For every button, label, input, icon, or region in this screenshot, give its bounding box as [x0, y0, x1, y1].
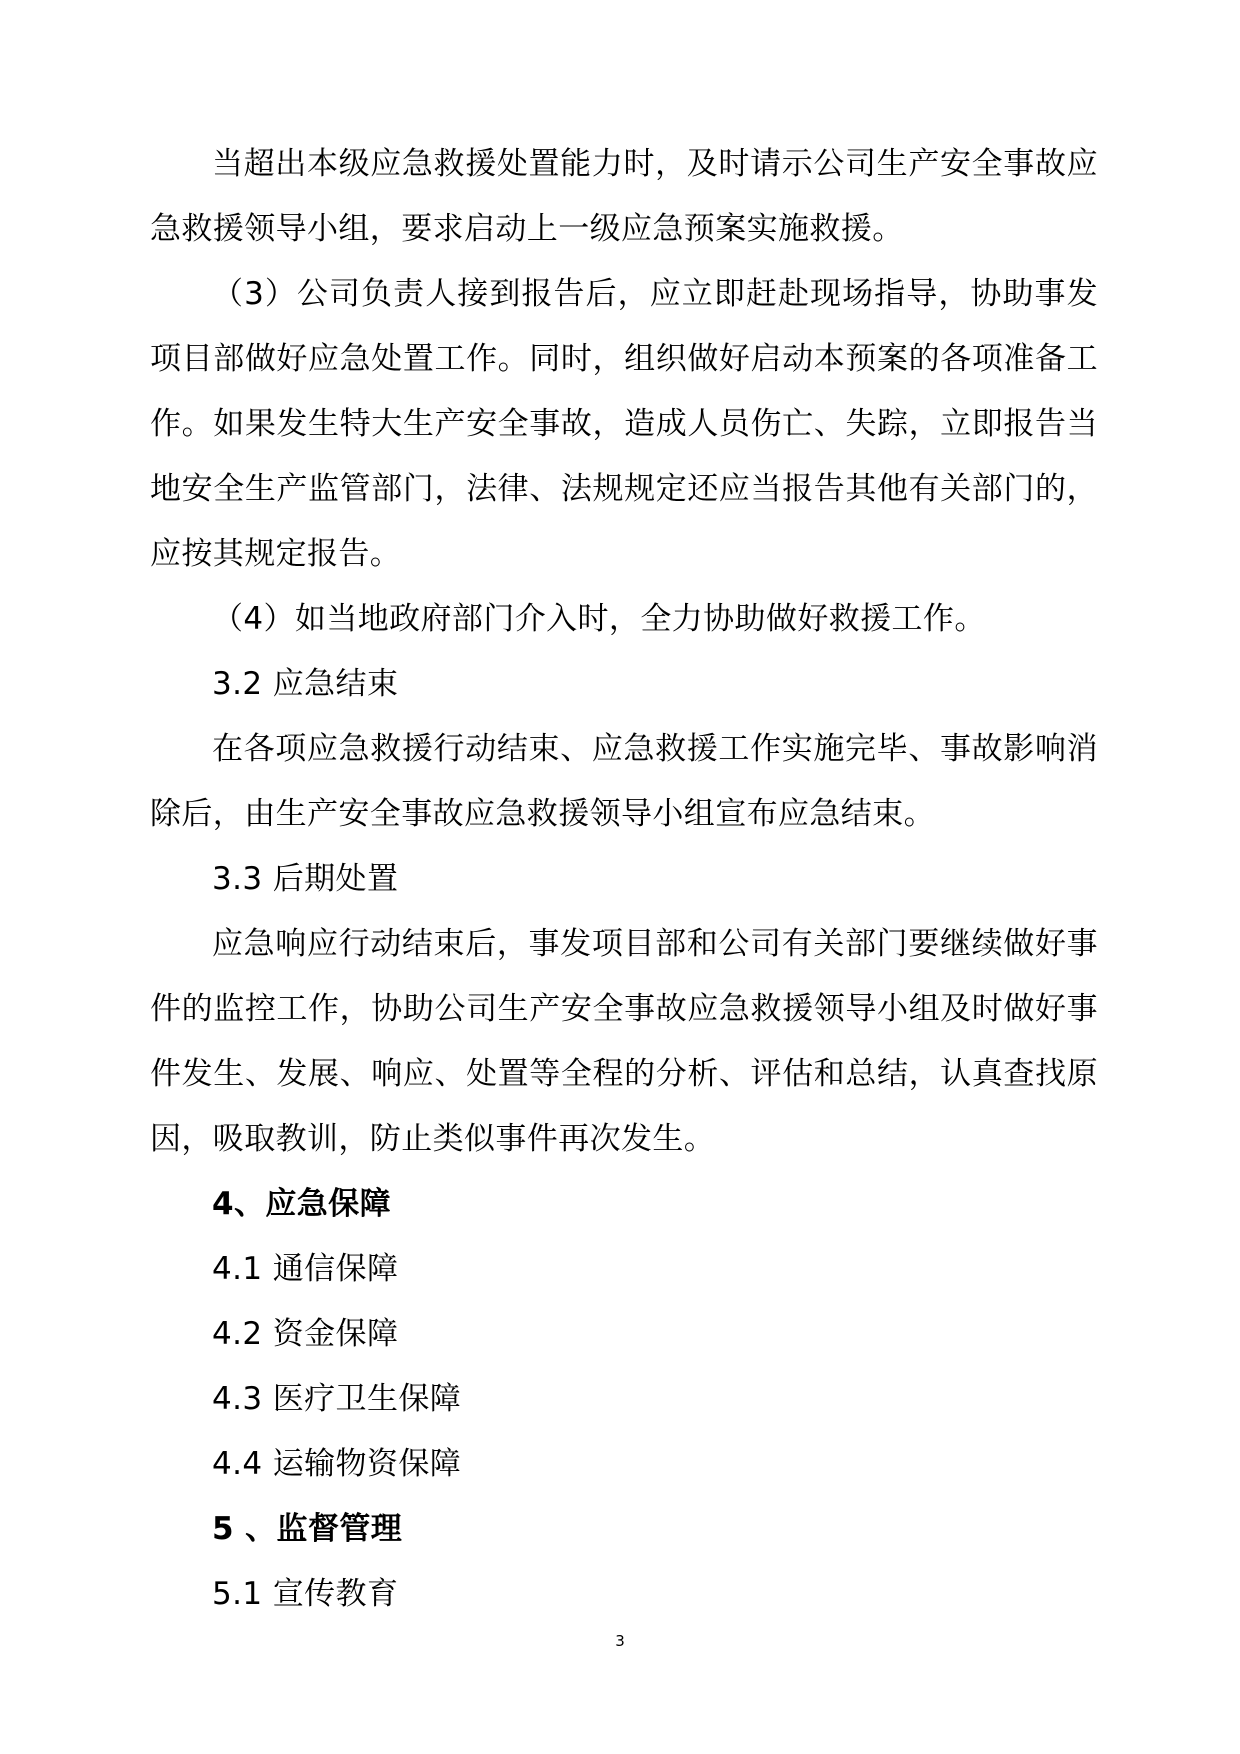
paragraph-item-3: （3）公司负责人接到报告后，应立即赶赴现场指导，协助事发项目部做好应急处置工作。同时，组织做好启动本预案的各项准备工作。如果发生特大生产安全事故，造成人员伤亡、失踪，立即报告当地安全生产监管部门，法律、法规规定还应当报告其他有关部门的，应按其规定报告。	[150, 276, 1098, 572]
section-heading-4-3: 4.3 医疗卫生保障	[212, 1381, 462, 1417]
paragraph-item-4: （4）如当地政府部门介入时，全力协助做好救援工作。	[212, 601, 986, 637]
document-body	[150, 132, 1098, 1627]
section-heading-5-1: 5.1 宣传教育	[212, 1576, 399, 1612]
paragraph-emergency-end: 在各项应急救援行动结束、应急救援工作实施完毕、事故影响消除后，由生产安全事故应急救援领导小组宣布应急结束。	[150, 731, 1098, 832]
section-heading-3-2: 3.2 应急结束	[212, 666, 399, 702]
section-heading-3-3: 3.3 后期处置	[212, 861, 399, 897]
section-heading-4-1: 4.1 通信保障	[212, 1251, 399, 1287]
page-number: 3	[615, 1632, 625, 1650]
paragraph-aftermath: 应急响应行动结束后，事发项目部和公司有关部门要继续做好事件的监控工作，协助公司生产安全事故应急救援领导小组及时做好事件发生、发展、响应、处置等全程的分析、评估和总结，认真查找原因，吸取教训，防止类似事件再次发生。	[150, 926, 1098, 1157]
section-heading-4-4: 4.4 运输物资保障	[212, 1446, 462, 1482]
chapter-heading-5: 5 、监督管理	[212, 1511, 403, 1547]
chapter-heading-4: 4、应急保障	[212, 1186, 391, 1222]
paragraph-escalation: 当超出本级应急救援处置能力时，及时请示公司生产安全事故应急救援领导小组，要求启动上一级应急预案实施救援。	[150, 146, 1098, 247]
section-heading-4-2: 4.2 资金保障	[212, 1316, 399, 1352]
